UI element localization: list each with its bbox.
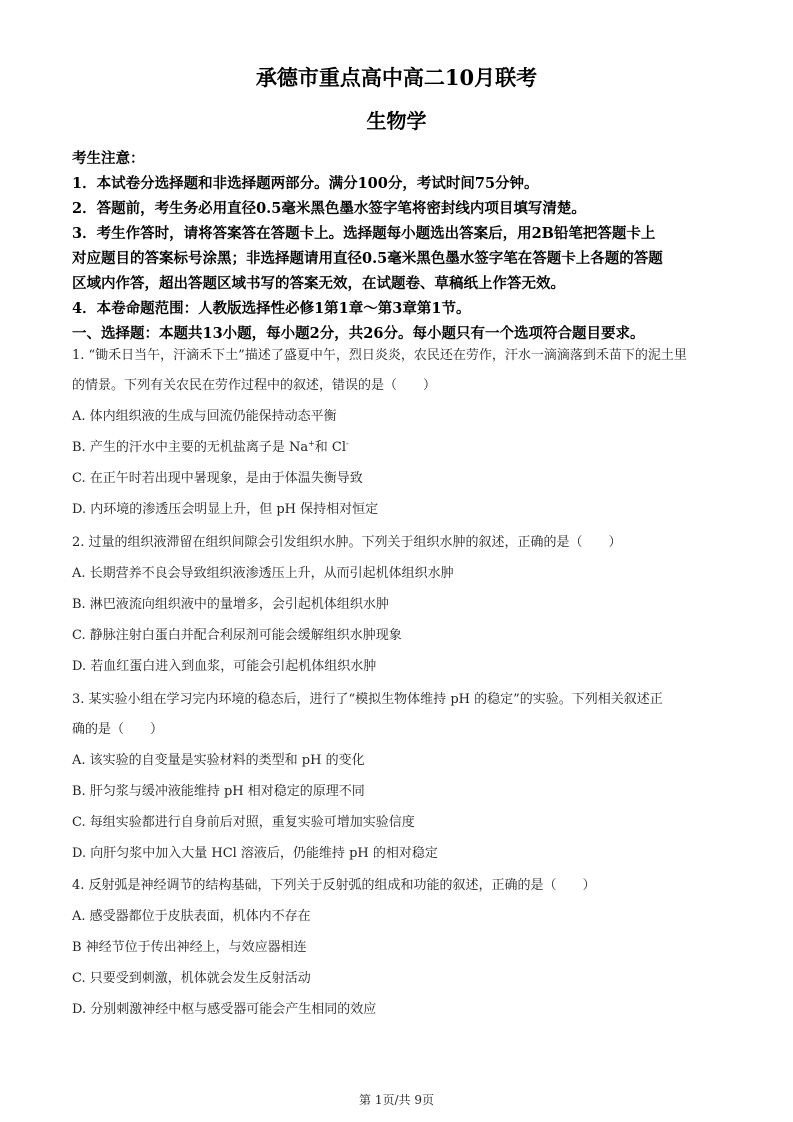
option-b-text: B. 产生的汗水中主要的无机盐离子是 Na: [72, 440, 309, 455]
notice-item-4: 4．本卷命题范围：人教版选择性必修1第1章～第3章第1节。: [72, 300, 471, 317]
sodium-charge: +: [308, 439, 315, 448]
option-a: A. 长期营养不良会导致组织液渗透压上升，从而引起机体组织水肿: [72, 566, 454, 581]
question-stem: 4. 反射弧是神经调节的结构基础，下列关于反射弧的组成和功能的叙述，正确的是（ ）: [72, 878, 596, 893]
option-b: B. 淋巴液流向组织液中的量增多，会引起机体组织水肿: [72, 597, 389, 612]
question-1: [72, 341, 727, 525]
notice-item-2: 2．答题前，考生务必用直径0.5毫米黑色墨水签字笔将密封线内项目填写清楚。: [72, 200, 586, 217]
option-d: D. 若血红蛋白进入到血浆，可能会引起机体组织水肿: [72, 659, 377, 674]
notice-item-1: 1．本试卷分选择题和非选择题两部分。满分100分，考试时间75分钟。: [72, 175, 539, 192]
notice-item-3-line-1: 3．考生作答时，请将答案答在答题卡上。选择题每小题选出答案后，用2B铅笔把答题卡上: [72, 225, 656, 242]
question-stem-cont: 的情景。下列有关农民在劳作过程中的叙述，错误的是（ ）: [72, 378, 437, 393]
subject-title: 生物学: [366, 109, 427, 133]
option-c: C. 静脉注射白蛋白并配合利尿剂可能会缓解组织水肿现象: [72, 628, 402, 643]
option-c: C. 在正午时若出现中暑现象，是由于体温失衡导致: [72, 471, 363, 486]
question-stem: 3. 某实验小组在学习完内环境的稳态后，进行了“模拟生物体维持 pH 的稳定”的实验。下列相关叙述正: [72, 692, 663, 707]
option-c: C. 只要受到刺激，机体就会发生反射活动: [72, 971, 311, 986]
option-b: [72, 432, 727, 463]
chloride-charge: -: [346, 439, 349, 448]
notice-heading: 考生注意：: [72, 150, 145, 167]
question-stem-cont: 确的是（ ）: [72, 722, 164, 737]
question-stem: 1. “锄禾日当午，汗滴禾下土”描述了盛夏中午，烈日炎炎，农民还在劳作，汗水一滴滴落到禾苗下的泥土里: [72, 348, 687, 363]
exam-title: 承德市重点高中高二10月联考: [255, 65, 538, 90]
option-a: A. 该实验的自变量是实验材料的类型和 pH 的变化: [72, 753, 365, 768]
option-d: D. 分别刺激神经中枢与感受器可能会产生相同的效应: [72, 1002, 377, 1017]
notice-block: [72, 146, 732, 346]
option-b: B 神经节位于传出神经上，与效应器相连: [72, 940, 307, 955]
notice-item-3-line-2: 对应题目的答案标号涂黑；非选择题请用直径0.5毫米黑色墨水签字笔在答题卡上各题的答题: [72, 250, 663, 267]
notice-item-3-line-3: 区域内作答，超出答题区域书写的答案无效，在试题卷、草稿纸上作答无效。: [72, 275, 565, 292]
question-2: [72, 528, 727, 682]
question-stem: 2. 过量的组织液滞留在组织间隙会引发组织水肿。下列关于组织水肿的叙述，正确的是（ ）: [72, 535, 622, 550]
question-4: [72, 871, 727, 1025]
page-number: 第 1页/共 9页: [359, 1093, 434, 1107]
option-d: D. 内环境的渗透压会明显上升，但 pH 保持相对恒定: [72, 502, 379, 517]
section-heading: 一、选择题：本题共13小题，每小题2分，共26分。每小题只有一个选项符合题目要求。: [72, 325, 645, 342]
question-3: [72, 685, 727, 869]
option-b: B. 肝匀浆与缓冲液能维持 pH 相对稳定的原理不同: [72, 784, 365, 799]
option-b-text-mid: 和 Cl: [314, 440, 347, 455]
option-a: A. 体内组织液的生成与回流仍能保持动态平衡: [72, 409, 337, 424]
option-d: D. 向肝匀浆中加入大量 HCl 溶液后，仍能维持 pH 的相对稳定: [72, 846, 438, 861]
option-c: C. 每组实验都进行自身前后对照，重复实验可增加实验信度: [72, 815, 415, 830]
option-a: A. 感受器都位于皮肤表面，机体内不存在: [72, 909, 311, 924]
